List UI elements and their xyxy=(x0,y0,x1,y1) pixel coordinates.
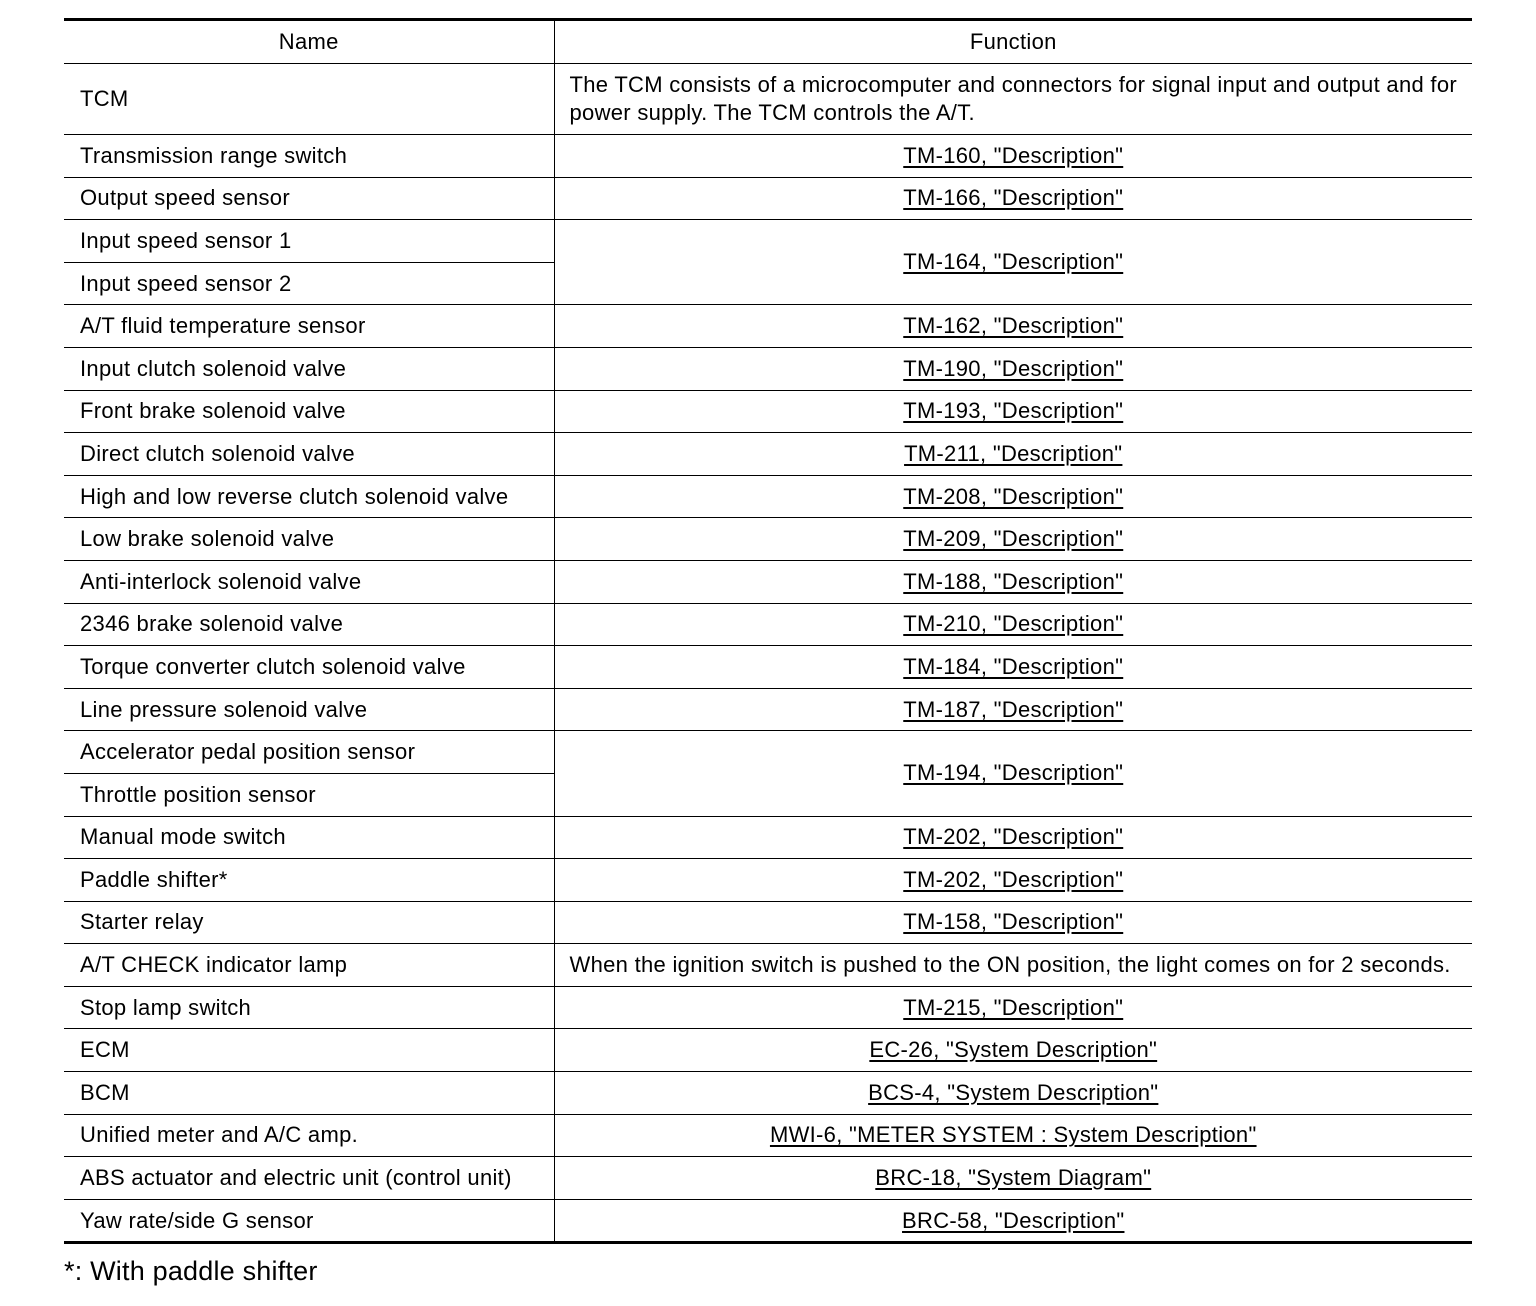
component-function xyxy=(554,688,1472,731)
table-row xyxy=(64,220,1472,263)
table-body xyxy=(64,64,1472,1243)
component-name: TCM xyxy=(64,64,554,135)
reference-link[interactable]: TM-215, "Description" xyxy=(903,994,1124,1020)
table-row xyxy=(64,646,1472,689)
component-function xyxy=(554,475,1472,518)
component-function xyxy=(554,1199,1472,1243)
reference-link[interactable]: TM-188, "Description" xyxy=(903,568,1124,594)
component-name: Line pressure solenoid valve xyxy=(64,688,554,731)
component-name: Low brake solenoid valve xyxy=(64,518,554,561)
component-name: 2346 brake solenoid valve xyxy=(64,603,554,646)
component-name: Output speed sensor xyxy=(64,177,554,220)
component-name: Transmission range switch xyxy=(64,135,554,178)
component-function xyxy=(554,646,1472,689)
reference-link[interactable]: TM-193, "Description" xyxy=(903,398,1124,424)
table-row xyxy=(64,603,1472,646)
reference-link[interactable]: TM-162, "Description" xyxy=(903,313,1124,339)
table-row xyxy=(64,64,1472,135)
component-name: Starter relay xyxy=(64,901,554,944)
component-name: Direct clutch solenoid valve xyxy=(64,433,554,476)
component-name: Input clutch solenoid valve xyxy=(64,347,554,390)
header-name: Name xyxy=(64,20,554,64)
table-row xyxy=(64,731,1472,774)
component-name: Throttle position sensor xyxy=(64,773,554,816)
component-function xyxy=(554,135,1472,178)
footnote: *: With paddle shifter xyxy=(64,1256,318,1286)
table-row xyxy=(64,560,1472,603)
component-function xyxy=(554,603,1472,646)
table-row xyxy=(64,347,1472,390)
component-name: BCM xyxy=(64,1072,554,1115)
component-function xyxy=(554,731,1472,816)
component-function xyxy=(554,1157,1472,1200)
component-function xyxy=(554,816,1472,859)
reference-link[interactable]: TM-211, "Description" xyxy=(904,440,1123,466)
component-description-document xyxy=(64,18,1472,1244)
component-function: When the ignition switch is pushed to the ON position, the light comes on for 2 seconds. xyxy=(554,944,1472,987)
component-function xyxy=(554,347,1472,390)
component-name: Paddle shifter* xyxy=(64,859,554,902)
component-name: ECM xyxy=(64,1029,554,1072)
table-row xyxy=(64,1199,1472,1243)
reference-link[interactable]: TM-166, "Description" xyxy=(903,185,1124,211)
table-row xyxy=(64,135,1472,178)
table-row xyxy=(64,688,1472,731)
table-row xyxy=(64,518,1472,561)
component-function: The TCM consists of a microcomputer and connectors for signal input and output and for power supply. The TCM controls the A/T. xyxy=(554,64,1472,135)
component-function xyxy=(554,859,1472,902)
component-function xyxy=(554,560,1472,603)
component-function xyxy=(554,390,1472,433)
reference-link[interactable]: TM-209, "Description" xyxy=(903,526,1124,552)
header-function: Function xyxy=(554,20,1472,64)
reference-link[interactable]: TM-208, "Description" xyxy=(903,483,1124,509)
component-function xyxy=(554,305,1472,348)
component-name: A/T CHECK indicator lamp xyxy=(64,944,554,987)
component-function xyxy=(554,177,1472,220)
table-header-row xyxy=(64,20,1472,64)
component-name: Stop lamp switch xyxy=(64,986,554,1029)
reference-link[interactable]: TM-160, "Description" xyxy=(903,142,1124,168)
reference-link[interactable]: TM-164, "Description" xyxy=(903,249,1124,275)
component-function-table xyxy=(64,18,1472,1244)
reference-link[interactable]: TM-158, "Description" xyxy=(903,909,1124,935)
component-name: Front brake solenoid valve xyxy=(64,390,554,433)
reference-link[interactable]: EC-26, "System Description" xyxy=(869,1037,1158,1063)
table-row xyxy=(64,433,1472,476)
component-name: A/T fluid temperature sensor xyxy=(64,305,554,348)
component-name: Anti-interlock solenoid valve xyxy=(64,560,554,603)
table-row xyxy=(64,944,1472,987)
reference-link[interactable]: BRC-18, "System Diagram" xyxy=(875,1165,1152,1191)
reference-link[interactable]: TM-187, "Description" xyxy=(903,696,1124,722)
table-row xyxy=(64,1029,1472,1072)
component-name: Manual mode switch xyxy=(64,816,554,859)
component-name: High and low reverse clutch solenoid valve xyxy=(64,475,554,518)
reference-link[interactable]: TM-202, "Description" xyxy=(903,866,1124,892)
table-row xyxy=(64,1157,1472,1200)
table-row xyxy=(64,859,1472,902)
component-function xyxy=(554,1029,1472,1072)
component-function xyxy=(554,518,1472,561)
component-name: ABS actuator and electric unit (control unit) xyxy=(64,1157,554,1200)
reference-link[interactable]: TM-202, "Description" xyxy=(903,824,1124,850)
component-name: Accelerator pedal position sensor xyxy=(64,731,554,774)
component-name: Unified meter and A/C amp. xyxy=(64,1114,554,1157)
reference-link[interactable]: BCS-4, "System Description" xyxy=(868,1079,1159,1105)
reference-link[interactable]: TM-210, "Description" xyxy=(903,611,1124,637)
reference-link[interactable]: TM-194, "Description" xyxy=(903,760,1124,786)
component-name: Torque converter clutch solenoid valve xyxy=(64,646,554,689)
table-row xyxy=(64,475,1472,518)
table-row xyxy=(64,390,1472,433)
reference-link[interactable]: TM-184, "Description" xyxy=(903,653,1124,679)
reference-link[interactable]: BRC-58, "Description" xyxy=(902,1207,1125,1233)
component-function xyxy=(554,1072,1472,1115)
table-row xyxy=(64,986,1472,1029)
reference-link[interactable]: TM-190, "Description" xyxy=(903,355,1124,381)
component-name: Yaw rate/side G sensor xyxy=(64,1199,554,1243)
component-name: Input speed sensor 1 xyxy=(64,220,554,263)
component-function xyxy=(554,1114,1472,1157)
table-row xyxy=(64,1072,1472,1115)
component-name: Input speed sensor 2 xyxy=(64,262,554,305)
table-row xyxy=(64,816,1472,859)
reference-link[interactable]: MWI-6, "METER SYSTEM : System Description" xyxy=(769,1122,1257,1148)
table-row xyxy=(64,177,1472,220)
table-row xyxy=(64,901,1472,944)
table-row xyxy=(64,305,1472,348)
component-function xyxy=(554,220,1472,305)
table-row xyxy=(64,1114,1472,1157)
component-function xyxy=(554,901,1472,944)
component-function xyxy=(554,986,1472,1029)
component-function xyxy=(554,433,1472,476)
